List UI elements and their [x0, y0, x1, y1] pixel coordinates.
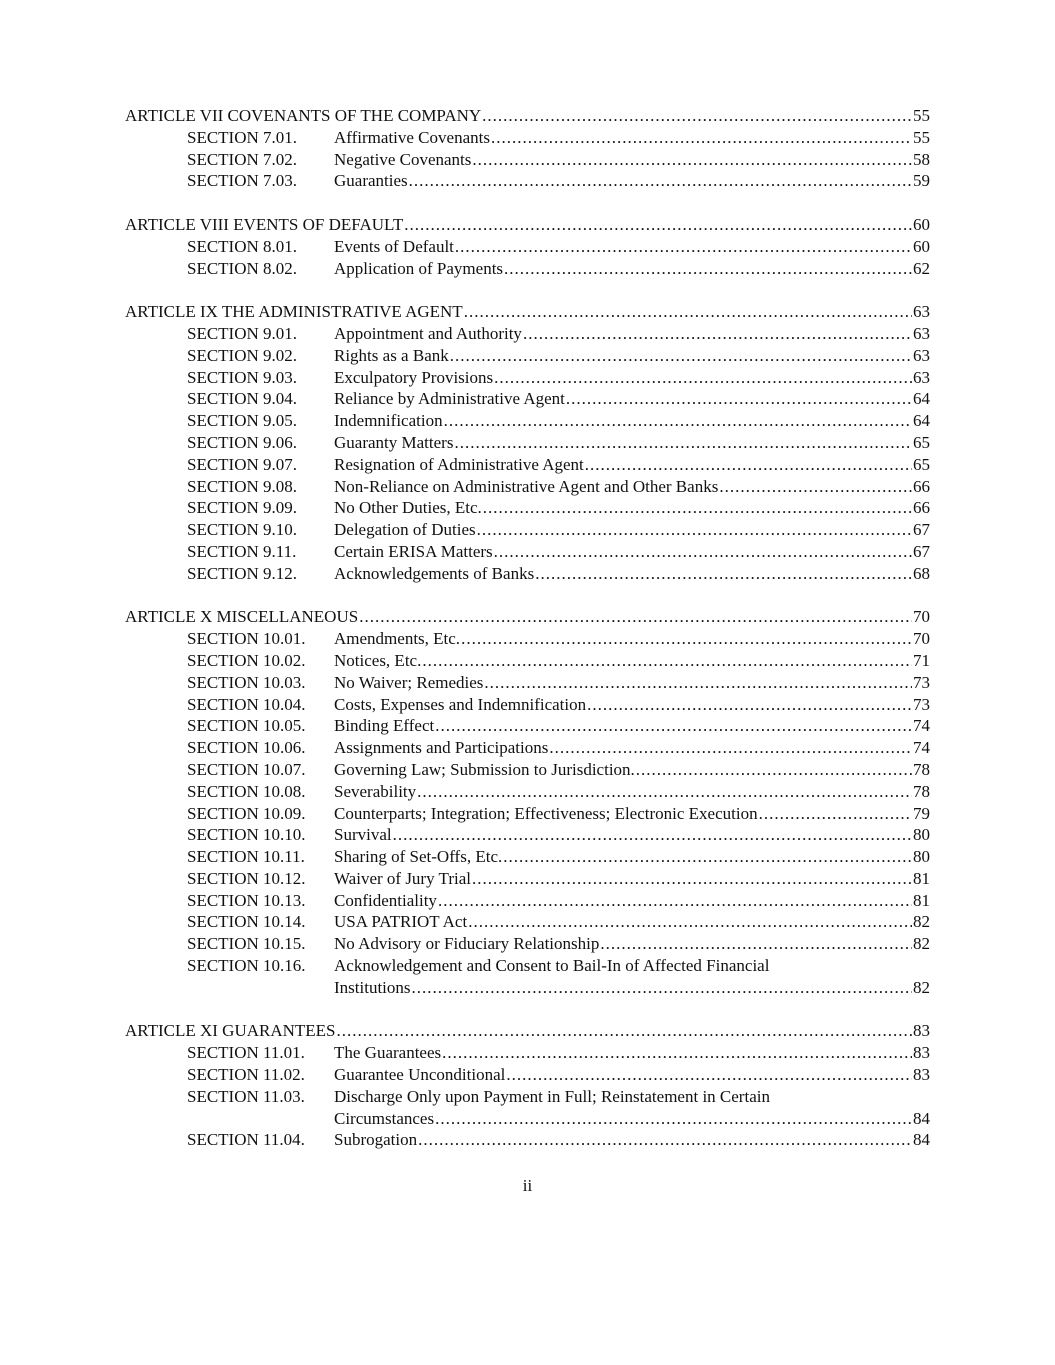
dot-leader — [418, 1129, 912, 1151]
toc-section-entry[interactable] — [125, 258, 930, 280]
dot-leader — [503, 846, 912, 868]
section-title: Discharge Only upon Payment in Full; Reinstatement in Certain — [334, 1086, 770, 1106]
section-number: SECTION 9.11. — [187, 541, 297, 561]
toc-section-entry[interactable] — [125, 650, 930, 672]
dot-leader — [523, 323, 912, 345]
section-title: Acknowledgement and Consent to Bail-In of Affected Financial — [334, 956, 770, 976]
toc-section-entry[interactable] — [125, 497, 930, 519]
section-number: SECTION 9.03. — [187, 367, 298, 387]
section-number: SECTION 10.10. — [187, 825, 306, 845]
toc-section-entry[interactable] — [125, 541, 930, 563]
toc-article-group — [125, 1020, 930, 1151]
toc-section-entry[interactable] — [125, 781, 930, 803]
section-number: SECTION 10.07. — [187, 759, 306, 779]
dot-leader — [417, 781, 912, 803]
dot-leader — [404, 214, 912, 236]
dot-leader — [450, 345, 912, 367]
page-number: 82 — [913, 977, 930, 997]
section-number: SECTION 11.03. — [187, 1086, 305, 1106]
section-title: Confidentiality — [334, 890, 437, 910]
toc-section-continuation[interactable] — [125, 977, 930, 999]
dot-leader — [535, 563, 912, 585]
section-title: The Guarantees — [334, 1043, 442, 1063]
toc-section-entry[interactable] — [125, 236, 930, 258]
section-number: SECTION 10.05. — [187, 716, 306, 736]
page-number: 63 — [913, 345, 930, 365]
dot-leader — [422, 650, 912, 672]
dot-leader — [438, 890, 912, 912]
toc-section-entry[interactable] — [125, 367, 930, 389]
toc-section-entry[interactable] — [125, 454, 930, 476]
dot-leader — [454, 432, 912, 454]
section-number: SECTION 7.03. — [187, 171, 298, 191]
dot-leader — [359, 606, 912, 628]
page-number-footer: ii — [522, 1176, 533, 1195]
toc-section-entry[interactable] — [125, 911, 930, 933]
section-number: SECTION 9.01. — [187, 323, 298, 343]
toc-section-entry[interactable] — [125, 476, 930, 498]
dot-leader — [494, 367, 912, 389]
dot-leader — [455, 236, 912, 258]
toc-section-entry[interactable] — [125, 149, 930, 171]
article-title: ARTICLE VIII EVENTS OF DEFAULT — [125, 214, 404, 234]
dot-leader — [719, 476, 912, 498]
section-title: Survival — [334, 825, 392, 845]
section-title: Indemnification — [334, 411, 443, 431]
section-title: Counterparts; Integration; Effectiveness; Electronic Execution — [334, 803, 758, 823]
section-title: Acknowledgements of Banks — [334, 563, 535, 583]
page-number: 58 — [913, 149, 930, 169]
toc-section-entry[interactable] — [125, 1086, 930, 1108]
section-title: Affirmative Covenants — [334, 127, 490, 147]
section-title: Appointment and Authority — [334, 323, 522, 343]
dot-leader — [393, 824, 912, 846]
dot-leader — [504, 258, 912, 280]
section-title-continued: Institutions — [334, 977, 411, 997]
section-number: SECTION 10.03. — [187, 672, 306, 692]
dot-leader — [506, 1064, 912, 1086]
section-title: USA PATRIOT Act — [334, 912, 468, 932]
toc-section-entry[interactable] — [125, 519, 930, 541]
toc-section-entry[interactable] — [125, 127, 930, 149]
dot-leader — [464, 301, 912, 323]
section-title: Assignments and Participations — [334, 738, 549, 758]
section-title: Binding Effect — [334, 716, 435, 736]
dot-leader — [549, 737, 912, 759]
section-number: SECTION 10.11. — [187, 847, 305, 867]
toc-section-entry[interactable] — [125, 1042, 930, 1064]
section-title: Reliance by Administrative Agent — [334, 389, 565, 409]
page-number: 63 — [913, 323, 930, 343]
dot-leader — [435, 715, 912, 737]
section-title: Guarantee Unconditional — [334, 1065, 506, 1085]
page-number: 66 — [913, 476, 930, 496]
page-number: 80 — [913, 847, 930, 867]
section-number: SECTION 7.02. — [187, 149, 298, 169]
toc-section-entry[interactable] — [125, 955, 930, 977]
section-title: Amendments, Etc. — [334, 629, 461, 649]
section-number: SECTION 9.09. — [187, 498, 298, 518]
page-number: 82 — [913, 912, 930, 932]
toc-section-entry[interactable] — [125, 563, 930, 585]
section-number: SECTION 11.04. — [187, 1130, 305, 1150]
page-number: 74 — [913, 738, 930, 758]
toc-section-entry[interactable] — [125, 672, 930, 694]
page-number: 78 — [913, 781, 930, 801]
section-number: SECTION 9.06. — [187, 432, 298, 452]
toc-section-entry[interactable] — [125, 694, 930, 716]
article-title: ARTICLE X MISCELLANEOUS — [125, 607, 359, 627]
section-number: SECTION 10.12. — [187, 868, 306, 888]
page-number: 66 — [913, 498, 930, 518]
dot-leader — [444, 410, 912, 432]
page-number: 71 — [913, 650, 930, 670]
page-number: 83 — [913, 1043, 930, 1063]
page-number: 70 — [913, 629, 930, 649]
toc-article-entry[interactable] — [125, 1020, 930, 1042]
toc-article-entry[interactable] — [125, 105, 930, 127]
toc-section-entry[interactable] — [125, 432, 930, 454]
page-number: 68 — [913, 563, 930, 583]
dot-leader — [585, 454, 912, 476]
article-title: ARTICLE XI GUARANTEES — [125, 1021, 336, 1041]
dot-leader — [472, 868, 912, 890]
toc-section-entry[interactable] — [125, 628, 930, 650]
page-number: 82 — [913, 934, 930, 954]
toc-section-entry[interactable] — [125, 803, 930, 825]
section-title: Subrogation — [334, 1130, 418, 1150]
section-number: SECTION 10.15. — [187, 934, 306, 954]
section-number: SECTION 11.01. — [187, 1043, 305, 1063]
section-title: Non-Reliance on Administrative Agent and Other Banks — [334, 476, 719, 496]
page-number: 62 — [913, 258, 930, 278]
page-number: 67 — [913, 520, 930, 540]
dot-leader — [435, 1108, 912, 1130]
dot-leader — [491, 127, 912, 149]
page-number: 59 — [913, 171, 930, 191]
toc-section-entry[interactable] — [125, 345, 930, 367]
dot-leader — [409, 170, 912, 192]
toc-section-entry[interactable] — [125, 890, 930, 912]
page-number: 65 — [913, 432, 930, 452]
section-title: Notices, Etc. — [334, 650, 422, 670]
dot-leader — [477, 519, 912, 541]
section-title: Negative Covenants — [334, 149, 472, 169]
section-number: SECTION 9.12. — [187, 563, 298, 583]
page-number: 64 — [913, 411, 930, 431]
toc-section-entry[interactable] — [125, 410, 930, 432]
page-number: 80 — [913, 825, 930, 845]
toc-article-entry[interactable] — [125, 606, 930, 628]
section-number: SECTION 10.02. — [187, 650, 306, 670]
section-title: No Waiver; Remedies — [334, 672, 484, 692]
toc-section-entry[interactable] — [125, 1064, 930, 1086]
page-number: 64 — [913, 389, 930, 409]
section-title: Events of Default — [334, 236, 454, 256]
page-number: 55 — [913, 127, 930, 147]
section-number: SECTION 9.08. — [187, 476, 298, 496]
page-number: 60 — [913, 236, 930, 256]
page-number: 81 — [913, 890, 930, 910]
page-number: 78 — [913, 759, 930, 779]
section-title: Application of Payments — [334, 258, 504, 278]
dot-leader — [412, 977, 912, 999]
page-number: 55 — [913, 106, 930, 125]
section-number: SECTION 10.06. — [187, 738, 306, 758]
dot-leader — [759, 803, 912, 825]
section-number: SECTION 11.02. — [187, 1065, 305, 1085]
dot-leader — [468, 911, 912, 933]
table-of-contents — [125, 105, 930, 1173]
page-number: 65 — [913, 454, 930, 474]
section-title: No Other Duties, Etc. — [334, 498, 482, 518]
dot-leader — [472, 149, 912, 171]
section-title: Resignation of Administrative Agent — [334, 454, 584, 474]
section-title: Certain ERISA Matters — [334, 541, 493, 561]
toc-section-entry[interactable] — [125, 933, 930, 955]
dot-leader — [587, 694, 912, 716]
section-number: SECTION 10.14. — [187, 912, 306, 932]
page-number: 83 — [913, 1065, 930, 1085]
section-title: Governing Law; Submission to Jurisdiction. — [334, 759, 635, 779]
section-title: Waiver of Jury Trial — [334, 868, 471, 888]
dot-leader — [484, 672, 912, 694]
page-number: 84 — [913, 1130, 930, 1150]
section-number: SECTION 7.01. — [187, 127, 298, 147]
page-number: 84 — [913, 1108, 930, 1128]
toc-article-group — [125, 301, 930, 584]
dot-leader — [337, 1020, 912, 1042]
section-number: SECTION 10.04. — [187, 694, 306, 714]
section-title: Sharing of Set-Offs, Etc. — [334, 847, 503, 867]
section-number: SECTION 8.02. — [187, 258, 298, 278]
article-title: ARTICLE VII COVENANTS OF THE COMPANY — [125, 106, 482, 125]
dot-leader — [566, 388, 912, 410]
section-title: No Advisory or Fiduciary Relationship — [334, 934, 600, 954]
toc-article-group — [125, 606, 930, 998]
section-number: SECTION 10.08. — [187, 781, 306, 801]
toc-section-entry[interactable] — [125, 759, 930, 781]
section-number: SECTION 10.16. — [187, 956, 306, 976]
page-number: 63 — [913, 367, 930, 387]
section-number: SECTION 10.01. — [187, 629, 306, 649]
page-number: 63 — [913, 302, 930, 322]
section-number: SECTION 9.07. — [187, 454, 298, 474]
section-title-continued: Circumstances — [334, 1108, 435, 1128]
dot-leader — [442, 1042, 912, 1064]
section-title: Delegation of Duties — [334, 520, 476, 540]
page-number: 60 — [913, 214, 930, 234]
section-number: SECTION 9.04. — [187, 389, 298, 409]
section-number: SECTION 8.01. — [187, 236, 298, 256]
toc-section-continuation[interactable] — [125, 1108, 930, 1130]
toc-section-entry[interactable] — [125, 715, 930, 737]
page-number: 83 — [913, 1021, 930, 1041]
toc-article-group — [125, 214, 930, 279]
section-title: Guaranties — [334, 171, 408, 191]
page-number: 81 — [913, 868, 930, 888]
page-number: 73 — [913, 672, 930, 692]
page-number: 70 — [913, 607, 930, 627]
toc-article-entry[interactable] — [125, 301, 930, 323]
toc-section-entry[interactable] — [125, 846, 930, 868]
section-number: SECTION 9.10. — [187, 520, 298, 540]
toc-article-group — [125, 105, 930, 192]
toc-section-entry[interactable] — [125, 1129, 930, 1151]
dot-leader — [636, 759, 912, 781]
section-title: Severability — [334, 781, 417, 801]
toc-section-entry[interactable] — [125, 824, 930, 846]
toc-section-entry[interactable] — [125, 388, 930, 410]
page-number: 74 — [913, 716, 930, 736]
section-title: Exculpatory Provisions — [334, 367, 494, 387]
page-number: 67 — [913, 541, 930, 561]
section-number: SECTION 9.02. — [187, 345, 298, 365]
section-number: SECTION 9.05. — [187, 411, 298, 431]
section-title: Costs, Expenses and Indemnification — [334, 694, 587, 714]
dot-leader — [483, 497, 912, 519]
section-number: SECTION 10.09. — [187, 803, 306, 823]
section-title: Rights as a Bank — [334, 345, 449, 365]
article-title: ARTICLE IX THE ADMINISTRATIVE AGENT — [125, 302, 463, 322]
section-title: Guaranty Matters — [334, 432, 454, 452]
toc-section-entry[interactable] — [125, 170, 930, 192]
dot-leader — [494, 541, 912, 563]
dot-leader — [461, 628, 912, 650]
page-number: 79 — [913, 803, 930, 823]
toc-section-entry[interactable] — [125, 323, 930, 345]
page-number: 73 — [913, 694, 930, 714]
toc-article-entry[interactable] — [125, 214, 930, 236]
dot-leader — [600, 933, 912, 955]
section-number: SECTION 10.13. — [187, 890, 306, 910]
toc-section-entry[interactable] — [125, 737, 930, 759]
toc-section-entry[interactable] — [125, 868, 930, 890]
dot-leader — [482, 105, 912, 127]
